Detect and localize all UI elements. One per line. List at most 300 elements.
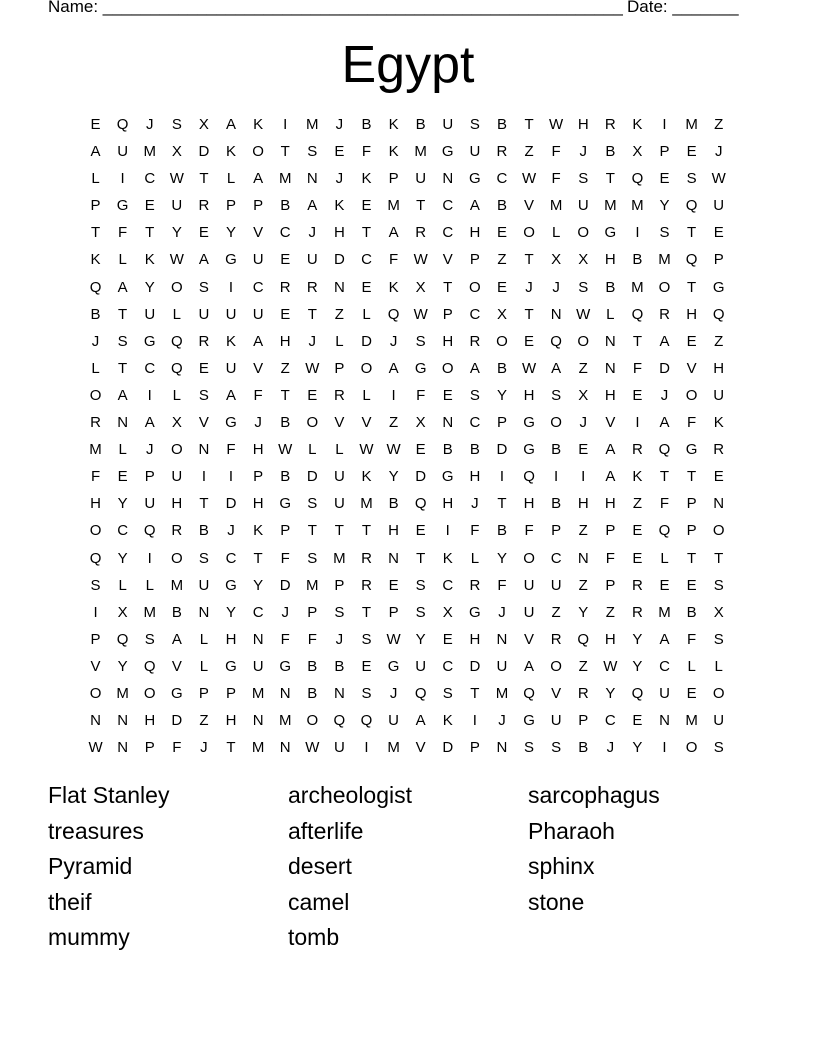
grid-cell: E [361, 197, 372, 215]
grid-cell: C [550, 549, 562, 567]
grid-cell: T [307, 522, 317, 540]
grid-cell: S [198, 549, 209, 567]
grid-cell: E [415, 522, 426, 540]
grid-cell: Q [89, 278, 102, 296]
grid-cell: N [252, 630, 264, 648]
grid-cell: R [361, 549, 372, 567]
grid-cell: A [253, 332, 264, 350]
grid-cell: Q [360, 712, 373, 730]
grid-cell: F [687, 414, 697, 432]
grid-cell: L [226, 170, 236, 188]
grid-cell: X [415, 414, 426, 432]
grid-cell: I [662, 116, 667, 133]
grid-cell: L [118, 576, 127, 594]
grid-cell: Q [116, 630, 129, 648]
grid-cell: U [550, 712, 562, 730]
grid-cell: A [226, 116, 237, 133]
grid-cell: B [280, 414, 291, 432]
grid-cell: E [307, 386, 318, 404]
grid-cell: J [471, 495, 479, 513]
grid-cell: T [632, 332, 642, 350]
grid-cell: Q [631, 170, 644, 188]
grid-cell: X [442, 603, 453, 621]
grid-cell: Z [632, 495, 642, 513]
grid-cell: N [279, 684, 291, 702]
grid-cell: F [361, 143, 372, 161]
grid-cell: A [524, 657, 535, 675]
grid-cell: Z [497, 251, 507, 269]
grid-cell: O [550, 414, 562, 432]
word-list-item: mummy [48, 924, 130, 951]
grid-cell: I [147, 386, 152, 404]
grid-cell: O [89, 684, 102, 702]
grid-cell: Z [578, 657, 588, 675]
grid-cell: D [171, 712, 183, 730]
grid-cell: L [172, 305, 181, 323]
grid-cell: T [687, 224, 697, 242]
grid-cell: M [143, 603, 156, 621]
word-list-item: sarcophagus [528, 782, 660, 808]
grid-cell: A [117, 386, 128, 404]
grid-cell: J [660, 386, 669, 404]
grid-cell: B [551, 441, 562, 459]
grid-cell: O [577, 332, 590, 350]
grid-cell: L [199, 657, 209, 675]
grid-cell: K [388, 116, 399, 133]
grid-cell: H [686, 305, 698, 323]
grid-cell: S [469, 116, 480, 133]
grid-cell: I [635, 224, 640, 242]
grid-cell: M [549, 197, 563, 215]
grid-cell: S [307, 549, 318, 567]
grid-cell: Y [253, 576, 264, 594]
grid-cell: P [226, 197, 237, 215]
grid-cell: U [144, 305, 156, 323]
grid-cell: A [469, 359, 480, 377]
grid-cell: S [415, 332, 426, 350]
grid-cell: P [253, 197, 264, 215]
grid-cell: J [200, 739, 208, 757]
grid-cell: H [252, 441, 264, 459]
grid-cell: M [116, 684, 129, 702]
grid-cell: F [280, 549, 290, 567]
grid-cell: U [144, 495, 156, 513]
grid-cell: P [469, 739, 480, 757]
grid-cell: R [469, 332, 481, 350]
grid-cell: Z [551, 603, 561, 621]
grid-cell: H [469, 630, 481, 648]
grid-cell: B [578, 739, 589, 757]
grid-cell: L [91, 359, 100, 377]
grid-cell: M [251, 739, 265, 757]
grid-cell: Q [658, 441, 671, 459]
grid-cell: G [225, 657, 237, 675]
grid-cell: Y [659, 197, 670, 215]
grid-cell: Q [712, 305, 725, 323]
grid-cell: S [117, 332, 128, 350]
grid-cell: I [554, 468, 559, 486]
grid-cell: E [361, 657, 372, 675]
grid-cell: T [199, 170, 209, 188]
grid-cell: X [551, 251, 562, 269]
grid-cell: U [415, 657, 427, 675]
grid-cell: F [280, 630, 290, 648]
grid-cell: P [469, 251, 480, 269]
grid-cell: U [523, 603, 535, 621]
grid-cell: O [170, 549, 183, 567]
grid-cell: G [469, 603, 481, 621]
grid-cell: N [550, 305, 562, 323]
grid-cell: F [551, 143, 561, 161]
grid-cell: A [144, 414, 155, 432]
grid-cell: J [145, 441, 154, 459]
grid-cell: M [251, 684, 265, 702]
grid-cell: U [333, 739, 345, 757]
grid-cell: W [88, 739, 103, 757]
grid-cell: N [388, 549, 399, 567]
grid-cell: H [523, 386, 535, 404]
grid-cell: B [361, 116, 372, 133]
grid-cell: N [604, 359, 616, 377]
grid-cell: W [413, 305, 428, 323]
grid-cell: C [604, 712, 616, 730]
grid-cell: H [713, 359, 725, 377]
grid-cell: W [386, 441, 401, 459]
grid-cell: V [442, 251, 453, 269]
grid-cell: N [442, 170, 454, 188]
grid-cell: Z [524, 143, 534, 161]
grid-cell: Q [387, 305, 400, 323]
grid-cell: E [578, 441, 589, 459]
grid-cell: U [388, 712, 399, 730]
grid-cell: P [280, 522, 291, 540]
grid-cell: B [90, 305, 101, 323]
grid-cell: R [333, 386, 345, 404]
grid-cell: U [496, 657, 508, 675]
grid-cell: L [172, 386, 181, 404]
grid-cell: R [604, 116, 616, 133]
grid-cell: T [470, 684, 480, 702]
grid-cell: W [278, 441, 293, 459]
grid-cell: A [469, 197, 480, 215]
grid-cell: S [171, 116, 182, 133]
grid-cell: T [307, 305, 317, 323]
grid-cell: Y [388, 468, 399, 486]
grid-cell: S [307, 143, 318, 161]
grid-cell: Q [143, 657, 156, 675]
grid-cell: K [632, 468, 643, 486]
grid-cell: W [305, 739, 320, 757]
grid-cell: D [496, 441, 508, 459]
grid-cell: H [333, 224, 345, 242]
grid-cell: G [441, 468, 454, 486]
grid-cell: X [117, 603, 128, 621]
date-field[interactable]: Date: _______ [627, 0, 739, 16]
grid-cell: X [632, 143, 643, 161]
grid-cell: C [469, 305, 481, 323]
name-field[interactable]: Name: _______________________________________________________ [48, 0, 623, 16]
word-list-item: theif [48, 888, 92, 915]
grid-cell: W [521, 359, 537, 377]
grid-cell: E [442, 630, 453, 648]
grid-cell: W [169, 170, 184, 188]
grid-cell: E [713, 224, 724, 242]
grid-cell: P [551, 522, 562, 540]
grid-cell: O [306, 414, 319, 432]
grid-cell: Z [714, 332, 724, 350]
grid-cell: O [306, 712, 319, 730]
grid-cell: E [632, 522, 643, 540]
grid-cell: S [578, 170, 589, 188]
grid-cell: N [252, 712, 264, 730]
grid-cell: U [523, 576, 535, 594]
grid-cell: L [145, 576, 154, 594]
grid-cell: J [389, 684, 398, 702]
grid-cell: L [660, 549, 669, 567]
grid-cell: G [685, 441, 698, 459]
grid-cell: Z [714, 116, 724, 133]
grid-cell: I [147, 549, 152, 567]
grid-cell: E [280, 305, 291, 323]
grid-cell: Q [577, 630, 590, 648]
grid-cell: S [551, 386, 562, 404]
grid-cell: P [226, 684, 237, 702]
grid-cell: R [577, 684, 589, 702]
grid-cell: M [306, 576, 319, 594]
grid-cell: R [713, 441, 725, 459]
grid-cell: X [496, 305, 507, 323]
grid-cell: O [685, 386, 698, 404]
grid-cell: E [361, 278, 372, 296]
grid-cell: H [523, 495, 535, 513]
grid-cell: Y [578, 603, 589, 621]
grid-cell: H [442, 495, 454, 513]
grid-cell: O [685, 739, 698, 757]
grid-cell: M [495, 684, 509, 702]
grid-cell: F [605, 549, 615, 567]
grid-cell: C [442, 657, 454, 675]
grid-cell: H [388, 522, 399, 540]
grid-cell: L [362, 305, 371, 323]
grid-cell: H [442, 332, 454, 350]
grid-cell: M [631, 278, 644, 296]
grid-cell: F [90, 468, 101, 486]
grid-cell: N [306, 170, 318, 188]
grid-cell: I [201, 468, 206, 486]
grid-cell: V [334, 414, 345, 432]
grid-cell: R [659, 305, 670, 323]
grid-cell: P [713, 251, 724, 269]
grid-cell: T [524, 305, 534, 323]
grid-cell: T [687, 278, 697, 296]
grid-cell: Q [170, 359, 183, 377]
grid-cell: S [551, 739, 562, 757]
grid-cell: O [577, 224, 590, 242]
grid-cell: S [415, 603, 426, 621]
grid-cell: G [604, 224, 617, 242]
grid-cell: A [226, 386, 237, 404]
grid-cell: B [415, 116, 426, 133]
grid-cell: J [579, 143, 587, 161]
grid-cell: N [604, 332, 616, 350]
grid-cell: S [524, 739, 535, 757]
grid-cell: T [199, 495, 209, 513]
grid-cell: S [334, 603, 345, 621]
grid-cell: T [524, 116, 534, 133]
grid-cell: U [225, 359, 237, 377]
grid-cell: H [604, 386, 616, 404]
grid-cell: J [91, 332, 100, 350]
grid-cell: E [524, 332, 535, 350]
grid-cell: U [117, 143, 129, 161]
grid-cell: Q [116, 116, 129, 133]
grid-cell: P [144, 739, 155, 757]
grid-cell: Q [333, 712, 346, 730]
grid-cell: U [713, 712, 725, 730]
grid-cell: K [713, 414, 724, 432]
grid-cell: K [144, 251, 155, 269]
grid-cell: Q [631, 305, 644, 323]
grid-cell: K [253, 522, 264, 540]
grid-cell: G [523, 414, 535, 432]
grid-cell: T [90, 224, 101, 242]
grid-cell: P [578, 712, 589, 730]
grid-cell: C [442, 197, 454, 215]
grid-cell: A [659, 414, 670, 432]
grid-cell: S [198, 278, 209, 296]
grid-cell: P [388, 603, 399, 621]
grid-cell: V [361, 414, 372, 432]
grid-cell: B [280, 468, 291, 486]
grid-cell: N [117, 712, 129, 730]
grid-cell: S [198, 386, 209, 404]
grid-cell: B [442, 441, 453, 459]
grid-cell: T [334, 522, 344, 540]
grid-cell: Y [632, 739, 643, 757]
grid-cell: B [171, 603, 182, 621]
grid-cell: C [252, 603, 264, 621]
grid-cell: E [415, 441, 426, 459]
grid-cell: G [116, 197, 129, 215]
grid-cell: I [391, 386, 396, 404]
grid-cell: F [388, 251, 399, 269]
grid-cell: I [445, 522, 450, 540]
grid-cell: S [415, 576, 426, 594]
grid-cell: E [388, 576, 399, 594]
grid-cell: Y [496, 549, 507, 567]
grid-cell: U [171, 197, 183, 215]
word-list-item: camel [288, 888, 350, 915]
grid-cell: R [496, 143, 508, 161]
grid-cell: Q [89, 549, 102, 567]
grid-cell: H [252, 495, 264, 513]
grid-cell: R [198, 197, 210, 215]
grid-cell: U [415, 170, 427, 188]
grid-cell: G [143, 332, 156, 350]
grid-cell: T [280, 143, 290, 161]
grid-cell: N [713, 495, 725, 513]
grid-cell: N [90, 712, 101, 730]
grid-cell: E [686, 332, 697, 350]
grid-cell: N [496, 739, 508, 757]
grid-cell: K [442, 549, 453, 567]
grid-cell: J [606, 739, 615, 757]
grid-cell: A [659, 332, 670, 350]
grid-cell: K [442, 712, 453, 730]
grid-cell: S [90, 576, 101, 594]
grid-cell: L [118, 441, 127, 459]
grid-cell: J [308, 224, 317, 242]
grid-cell: B [551, 495, 562, 513]
word-list [48, 778, 768, 956]
grid-cell: G [441, 143, 454, 161]
grid-cell: N [333, 278, 345, 296]
grid-cell: Y [415, 630, 426, 648]
grid-cell: U [252, 305, 264, 323]
grid-cell: A [388, 224, 399, 242]
grid-cell: U [252, 657, 264, 675]
grid-cell: S [361, 684, 372, 702]
grid-cell: V [253, 359, 264, 377]
grid-cell: R [361, 576, 372, 594]
grid-cell: H [171, 495, 183, 513]
grid-cell: E [334, 143, 345, 161]
grid-cell: U [198, 576, 210, 594]
grid-cell: I [472, 712, 477, 730]
grid-cell: P [686, 522, 697, 540]
grid-cell: A [198, 251, 209, 269]
grid-cell: P [334, 576, 345, 594]
grid-cell: M [170, 576, 184, 594]
grid-cell: R [90, 414, 101, 432]
grid-cell: E [686, 684, 697, 702]
grid-cell: G [712, 278, 725, 296]
grid-cell: W [521, 170, 537, 188]
grid-cell: G [279, 657, 292, 675]
grid-cell: O [523, 224, 535, 242]
grid-cell: J [254, 414, 262, 432]
header [48, 0, 748, 21]
grid-cell: B [605, 278, 616, 296]
grid-cell: F [172, 739, 182, 757]
grid-cell: P [388, 170, 399, 188]
grid-cell: D [306, 468, 318, 486]
grid-cell: Q [414, 684, 427, 702]
grid-cell: Q [143, 522, 156, 540]
grid-cell: D [415, 468, 427, 486]
grid-cell: G [414, 359, 427, 377]
grid-cell: R [632, 441, 643, 459]
grid-cell: O [496, 332, 508, 350]
grid-cell: L [335, 332, 344, 350]
grid-cell: B [388, 495, 399, 513]
grid-cell: K [361, 468, 372, 486]
grid-cell: U [225, 305, 237, 323]
grid-cell: C [469, 414, 481, 432]
grid-cell: E [686, 143, 697, 161]
grid-cell: X [578, 386, 589, 404]
grid-cell: M [685, 116, 698, 133]
grid-cell: A [171, 630, 182, 648]
grid-cell: R [171, 522, 183, 540]
grid-cell: N [659, 712, 670, 730]
grid-cell: N [496, 630, 508, 648]
grid-cell: E [713, 468, 724, 486]
grid-cell: E [686, 576, 697, 594]
grid-cell: Y [605, 684, 616, 702]
grid-cell: B [307, 684, 318, 702]
grid-cell: Y [226, 224, 237, 242]
